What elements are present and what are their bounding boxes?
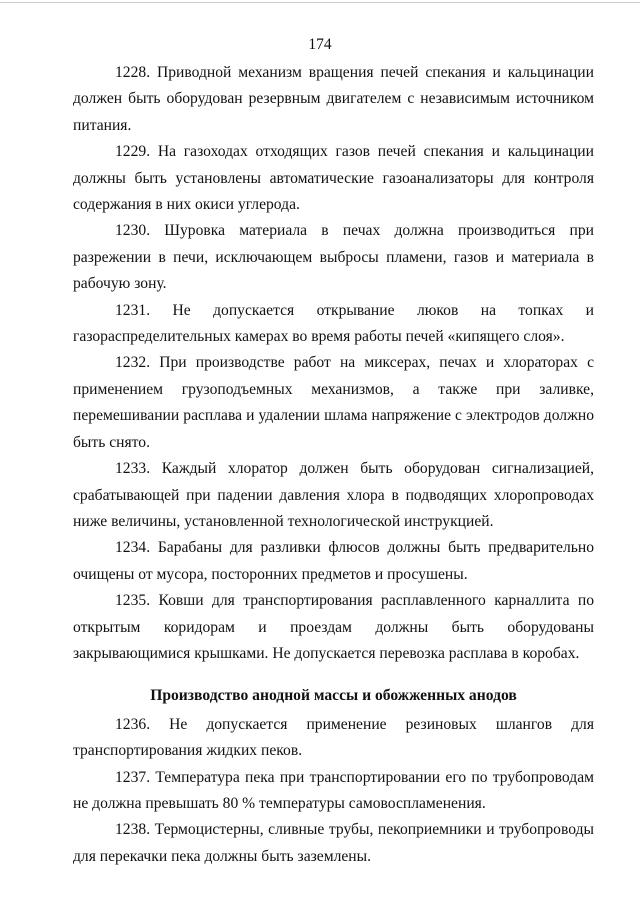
paragraph-1230: 1230. Шуровка материала в печах должна производиться при разрежении в печи, исключающем выбросы пламени, газов и материала в рабочую зону. xyxy=(73,222,594,293)
paragraph-1232: 1232. При производстве работ на миксерах, печах и хлораторах с применением грузоподъемных механизмов, а также при заливке, перемешивании расплава и удалении шлама напряжение с электродов должно быть снято. xyxy=(73,354,594,451)
paragraph-1235: 1235. Ковши для транспортирования расплавленного карналлита по открытым коридорам и проездам должны быть оборудованы закрывающимися крышками. Не допускается перевозка расплава в коробах. xyxy=(73,592,594,662)
paragraph-1231: 1231. Не допускается открывание люков на топках и газораспределительных камерах во время работы печей «кипящего слоя». xyxy=(73,301,594,346)
paragraph-1228: 1228. Приводной механизм вращения печей спекания и кальцинации должен быть оборудован резервным двигателем с независимым источником питания. xyxy=(73,64,594,134)
paragraph-1237: 1237. Температура пека при транспортировании его по трубопроводам не должна превышать 80 % температуры самовоспламенения. xyxy=(73,768,594,812)
paragraph-1236: 1236. Не допускается применение резиновых шлангов для транспортирования жидких пеков. xyxy=(73,715,594,760)
paragraph-1233: 1233. Каждый хлоратор должен быть оборудован сигнализацией, срабатывающей при падении давления хлора в подводящих хлоропроводах ниже величины, установленной технологической инструкцией. xyxy=(73,460,594,530)
top-border-line xyxy=(0,2,640,3)
paragraph-1229: 1229. На газоходах отходящих газов печей спекания и кальцинации должны быть установлены автоматические газоанализаторы для контроля содержания в них окиси углерода. xyxy=(73,143,594,214)
document-body xyxy=(73,60,594,870)
page-number: 174 xyxy=(308,36,332,53)
paragraph-1238: 1238. Термоцистерны, сливные трубы, пекоприемники и трубопроводы для перекачки пека должны быть заземлены. xyxy=(73,821,594,865)
section-heading: Производство анодной массы и обожженных анодов xyxy=(150,687,517,705)
paragraph-1234: 1234. Барабаны для разливки флюсов должны быть предварительно очищены от мусора, посторонних предметов и просушены. xyxy=(73,539,594,583)
